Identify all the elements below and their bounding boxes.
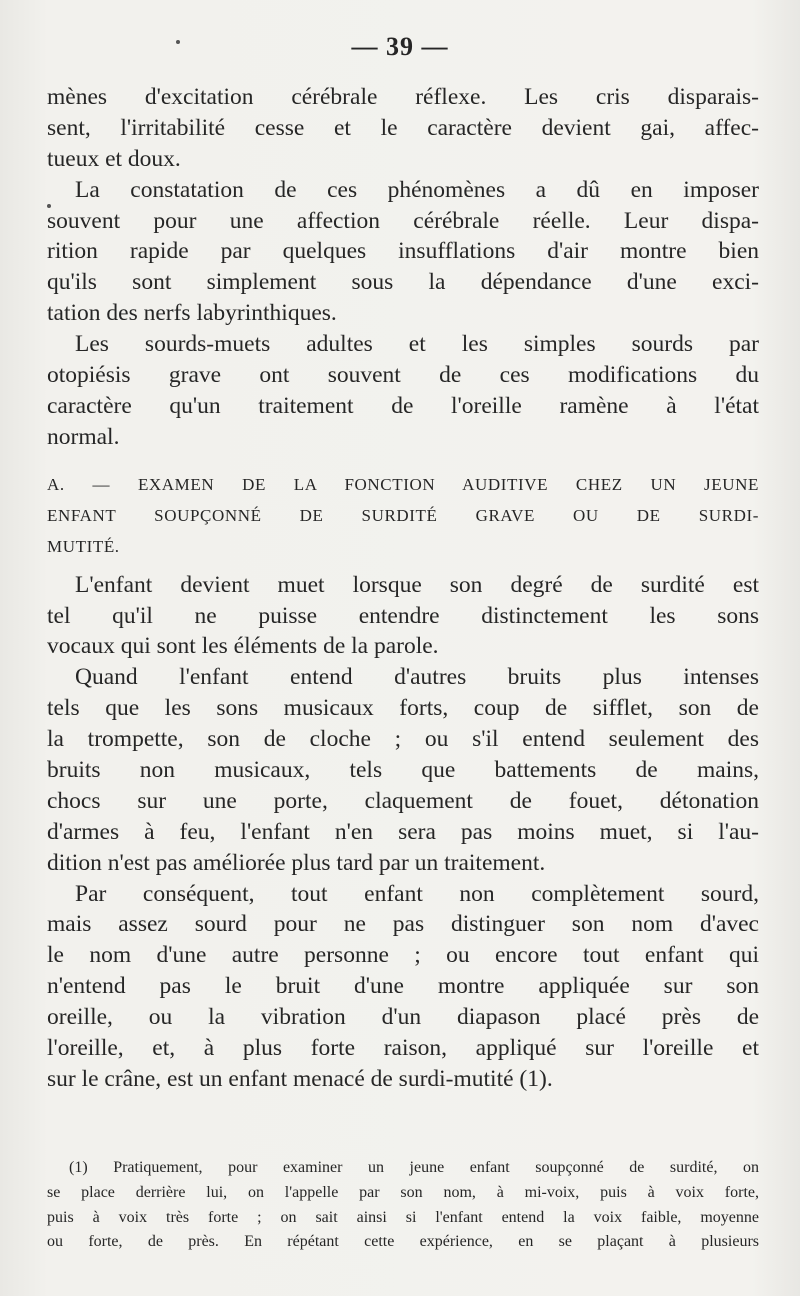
text-line: normal. <box>47 423 120 450</box>
text-line: caractère qu'un traitement de l'oreille ramène à l'état <box>47 392 759 419</box>
paragraph <box>47 329 759 453</box>
footnote-line: puis à voix très forte ; on sait ainsi si l'enfant entend la voix faible, moyenne <box>47 1208 759 1226</box>
page-number: — 39 — <box>351 32 449 61</box>
text-line: Les sourds-muets adultes et les simples sourds par <box>75 331 759 358</box>
paragraph <box>47 175 759 329</box>
print-speck <box>176 40 180 44</box>
text-line: tel qu'il ne puisse entendre distinctement les sons <box>47 602 759 629</box>
paragraph <box>47 570 759 663</box>
text-line: tueux et doux. <box>47 145 181 172</box>
footnote-line: ou forte, de près. En répétant cette expérience, en se plaçant à plusieurs <box>47 1233 759 1251</box>
text-line: d'armes à feu, l'enfant n'en sera pas moins muet, si l'au- <box>47 818 759 845</box>
print-speck <box>47 204 51 208</box>
text-line: Quand l'enfant entend d'autres bruits plus intenses <box>75 664 759 691</box>
text-line: la trompette, son de cloche ; ou s'il entend seulement des <box>47 726 759 753</box>
text-line: Par conséquent, tout enfant non complètement sourd, <box>75 880 759 907</box>
text-line: qu'ils sont simplement sous la dépendance d'une exci- <box>47 269 759 296</box>
heading-line: ENFANT SOUPÇONNÉ DE SURDITÉ GRAVE OU DE SURDI- <box>47 505 759 525</box>
text-line: oreille, ou la vibration d'un diapason placé près de <box>47 1004 759 1031</box>
text-line: chocs sur une porte, claquement de fouet, détonation <box>47 787 759 814</box>
text-line: mènes d'excitation cérébrale réflexe. Les cris disparais- <box>47 84 759 110</box>
text-line: La constatation de ces phénomènes a dû en imposer <box>75 176 759 203</box>
text-line: dition n'est pas améliorée plus tard par un traitement. <box>47 849 546 876</box>
footnote-line: se place derrière lui, on l'appelle par son nom, à mi-voix, puis à voix forte, <box>47 1183 759 1201</box>
text-line: vocaux qui sont les éléments de la parole. <box>47 633 439 660</box>
text-line: tels que les sons musicaux forts, coup de sifflet, son de <box>47 695 759 722</box>
text-line: L'enfant devient muet lorsque son degré de surdité est <box>75 571 759 598</box>
text-line: sur le crâne, est un enfant menacé de surdi-mutité (1). <box>47 1065 553 1092</box>
footnote-line: (1) Pratiquement, pour examiner un jeune enfant soupçonné de surdité, on <box>69 1159 759 1176</box>
text-line: rition rapide par quelques insufflations d'air montre bien <box>47 238 759 265</box>
text-line: n'entend pas le bruit d'une montre appliquée sur son <box>47 973 759 1000</box>
text-line: otopiésis grave ont souvent de ces modifications du <box>47 362 759 389</box>
text-line: bruits non musicaux, tels que battements de mains, <box>47 757 759 784</box>
paragraph <box>47 662 759 878</box>
body-text <box>47 82 759 1095</box>
heading-line: MUTITÉ. <box>47 536 120 556</box>
text-line: souvent pour une affection cérébrale réelle. Leur dispa- <box>47 207 759 234</box>
text-line: sent, l'irritabilité cesse et le caractère devient gai, affec- <box>47 114 759 141</box>
text-line: mais assez sourd pour ne pas distinguer son nom d'avec <box>47 911 759 938</box>
section-heading <box>47 469 759 562</box>
text-line: tation des nerfs labyrinthiques. <box>47 300 337 327</box>
heading-line: A. — EXAMEN DE LA FONCTION AUDITIVE CHEZ UN JEUNE <box>47 474 759 494</box>
text-line: le nom d'une autre personne ; ou encore tout enfant qui <box>47 942 759 969</box>
footnote <box>47 1156 759 1255</box>
text-line: l'oreille, et, à plus forte raison, appliqué sur l'oreille et <box>47 1035 759 1062</box>
paragraph <box>47 879 759 1095</box>
paragraph <box>47 82 759 175</box>
